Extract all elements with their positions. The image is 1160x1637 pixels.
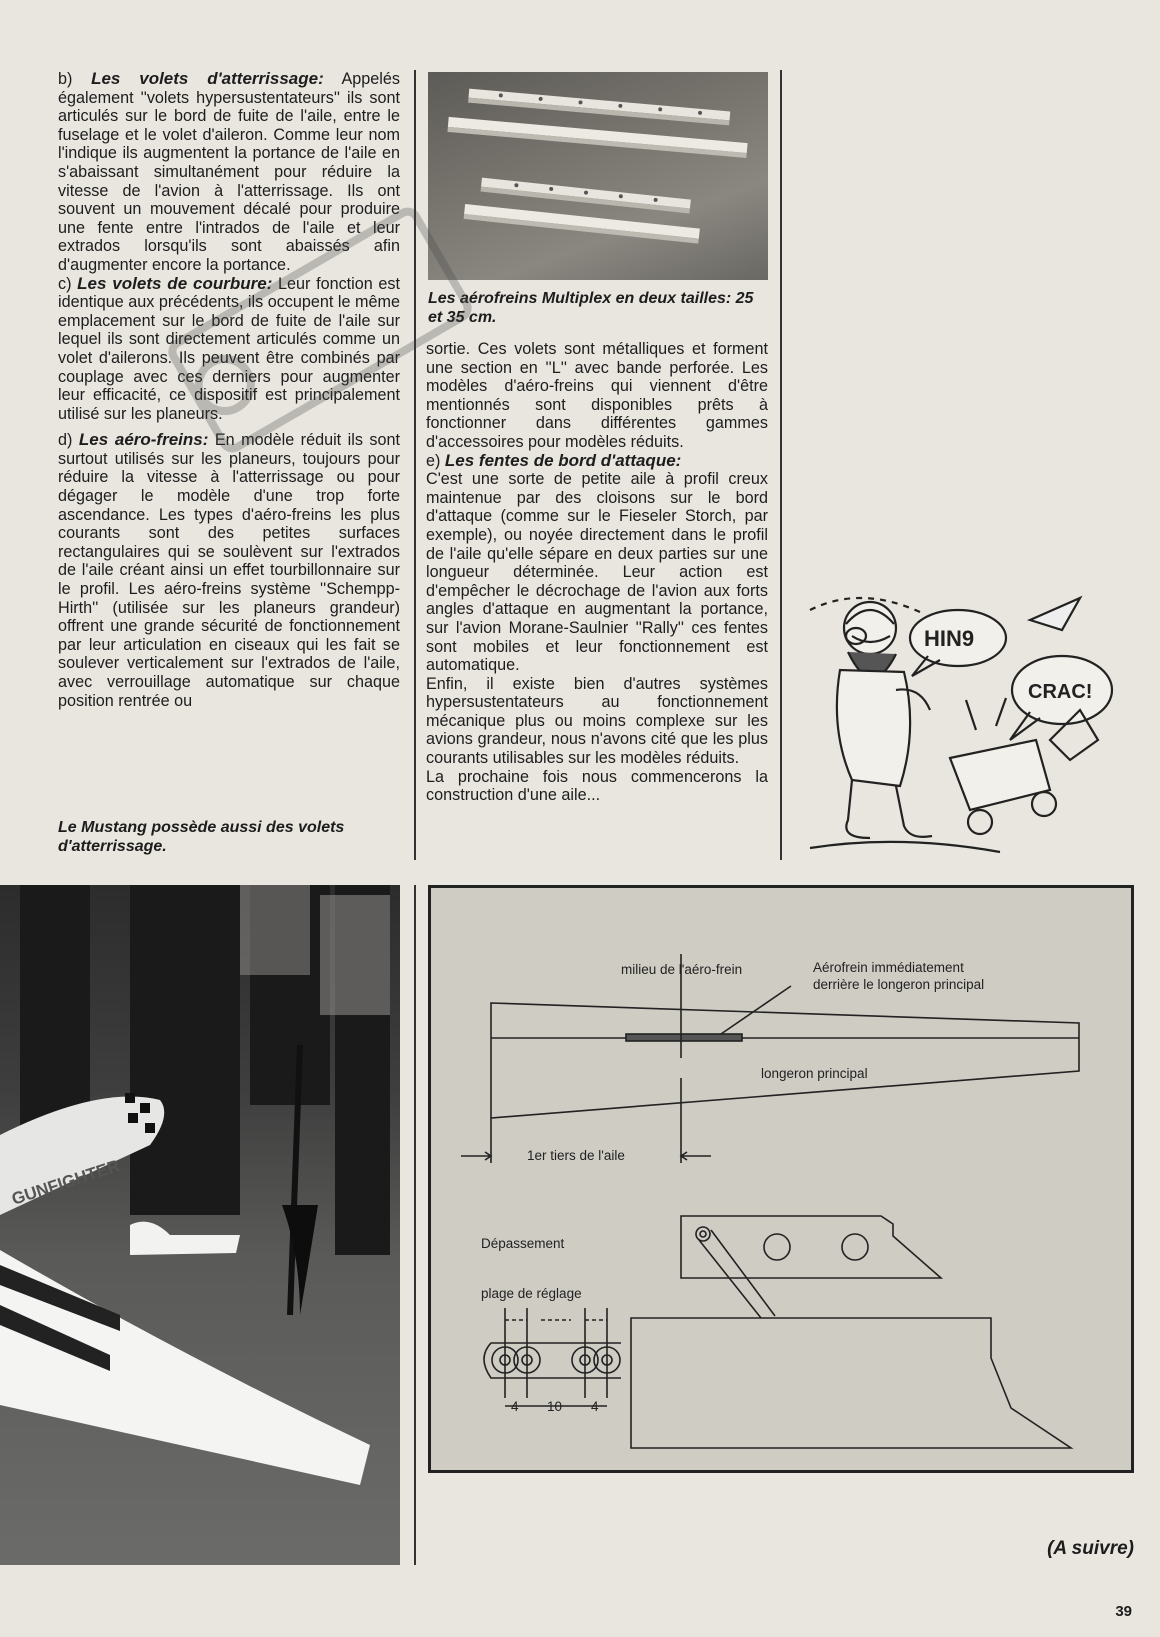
section-c-heading: Les volets de courbure: [77,273,273,293]
aerofreins-drawing [428,72,768,280]
mustang-fuselage-text: GUNFIGHTER [9,1156,123,1209]
section-e: e) Les fentes de bord d'attaque: C'est une sorte de petite aile à profil creux maintenue par des cloisons sur le bord d'attaque (comme sur le Fieseler Storch, par exemple), ou noyée directement dans le profil de l'aile qu'elle sépare en deux parties sur une longueur déterminée. Leur action est d'empêcher le décrochage de l'avion aux forts angles d'attaque en augmentant la portance, sur l'avion Morane-Saulnier ''Rally'' ces fentes sont mobiles et leur fonctionnement est automatique. [426,450,768,675]
section-e-heading: Les fentes de bord d'attaque: [444,450,682,470]
label-milieu: milieu de l'aéro-frein [621,962,743,977]
cartoon-bubble-2: CRAC! [1028,681,1093,703]
label-plage: plage de réglage [481,1286,582,1301]
mustang-caption: Le Mustang possède aussi des volets d'atterrissage. [58,819,345,855]
aerofrein-technical-drawing [431,888,1131,1470]
label-aerofrein-1: Aérofrein immédiatement [813,960,964,975]
label-tiers: 1er tiers de l'aile [527,1148,625,1163]
middle-para-last: La prochaine fois nous commencerons la construction d'une aile... [426,767,768,805]
aerofreins-photo [428,72,768,280]
cartoon-bubble-1: HIN9 [924,626,975,651]
dim-3: 4 [591,1399,599,1414]
mustang-drawing [0,885,400,1565]
middle-para-enfin: Enfin, il existe bien d'autres systèmes hypersustentateurs au fonctionnement mécanique plus ou moins complexe sur les avions grandeur, nous n'avons cité que les plus courants utilisables sur les modèles réduits. [426,674,768,768]
column-rule-right [780,70,782,860]
section-c: c) Les volets de courbure: Leur fonction est identique aux précédents, ils occupent le même emplacement sur le bord de fuite de l'aile sur lequel ils sont directement articulés comme un volet d'ailerons. Ils peuvent être combinés par couplage avec ces derniers pour augmenter leur efficacité, ce dispositif est principalement utilisé sur les planeurs. [58,273,401,423]
column-rule-left [414,70,416,860]
label-aerofrein-2: derrière le longeron principal [813,977,985,992]
cartoon-drawing [800,590,1140,860]
suivre-label: (A suivre) [1047,1538,1134,1559]
cartoon [800,590,1140,860]
page-number: 39 [1115,1603,1132,1620]
column-rule-bottom [414,885,416,1565]
left-column [58,70,400,718]
aerofrein-diagram [428,885,1134,1473]
dim-1: 4 [511,1399,519,1414]
section-d: d) Les aéro-freins: En modèle réduit ils sont surtout utilisés sur les planeurs, toujours pour réduire la vitesse à l'atterrissage ou pour dégager le modèle d'une trop forte ascendance. Les types d'aéro-freins les plus courants sont des petites surfaces rectangulaires qui se soulèvent sur l'extrados de l'aile créant ainsi un effet tourbillonnaire sur le profil. Les aéro-freins système ''Schempp-Hirth'' (utilisée sur les planeurs grandeur) offrent une grande sécurité de fonctionnement par leur articulation en ciseaux qui les fait se soulever verticalement sur l'extrados de l'aile, avec verrouillage automatique sur chaque position rentrée ou [58,430,400,710]
middle-para-1: sortie. Ces volets sont métalliques et forment une section en ''L'' avec bande perforée. Les modèles d'aéro-freins qui viennent d'être mentionnés sont disponibles prêts à fonctionner dans différentes gammes d'accessoires pour modèles réduits. [426,340,768,451]
dim-2: 10 [547,1399,563,1414]
section-b: b) Les volets d'atterrissage: Appelés également ''volets hypersustentateurs'' ils sont articulés sur le bord de fuite de l'aile, entre le fuselage et le volet d'aileron. Comme leur nom l'indique ils augmentent la portance de l'aile en s'abaissant simultanément pour réduire la vitesse de l'avion à l'atterrissage. Ils ont souvent un mouvement décalé pour produire une fente entre l'intrados de l'aile et leur extrados lorsqu'ils sont abaissés afin d'augmenter encore la portance. [58,69,400,274]
mustang-photo [0,885,400,1565]
label-depassement: Dépassement [481,1236,565,1251]
middle-column [426,340,768,805]
section-d-heading: Les aéro-freins: [78,430,209,450]
label-longeron: longeron principal [761,1066,868,1081]
aerofreins-caption: Les aérofreins Multiplex en deux tailles: 25 et 35 cm. [428,290,754,326]
section-b-heading: Les volets d'atterrissage: [91,69,324,88]
